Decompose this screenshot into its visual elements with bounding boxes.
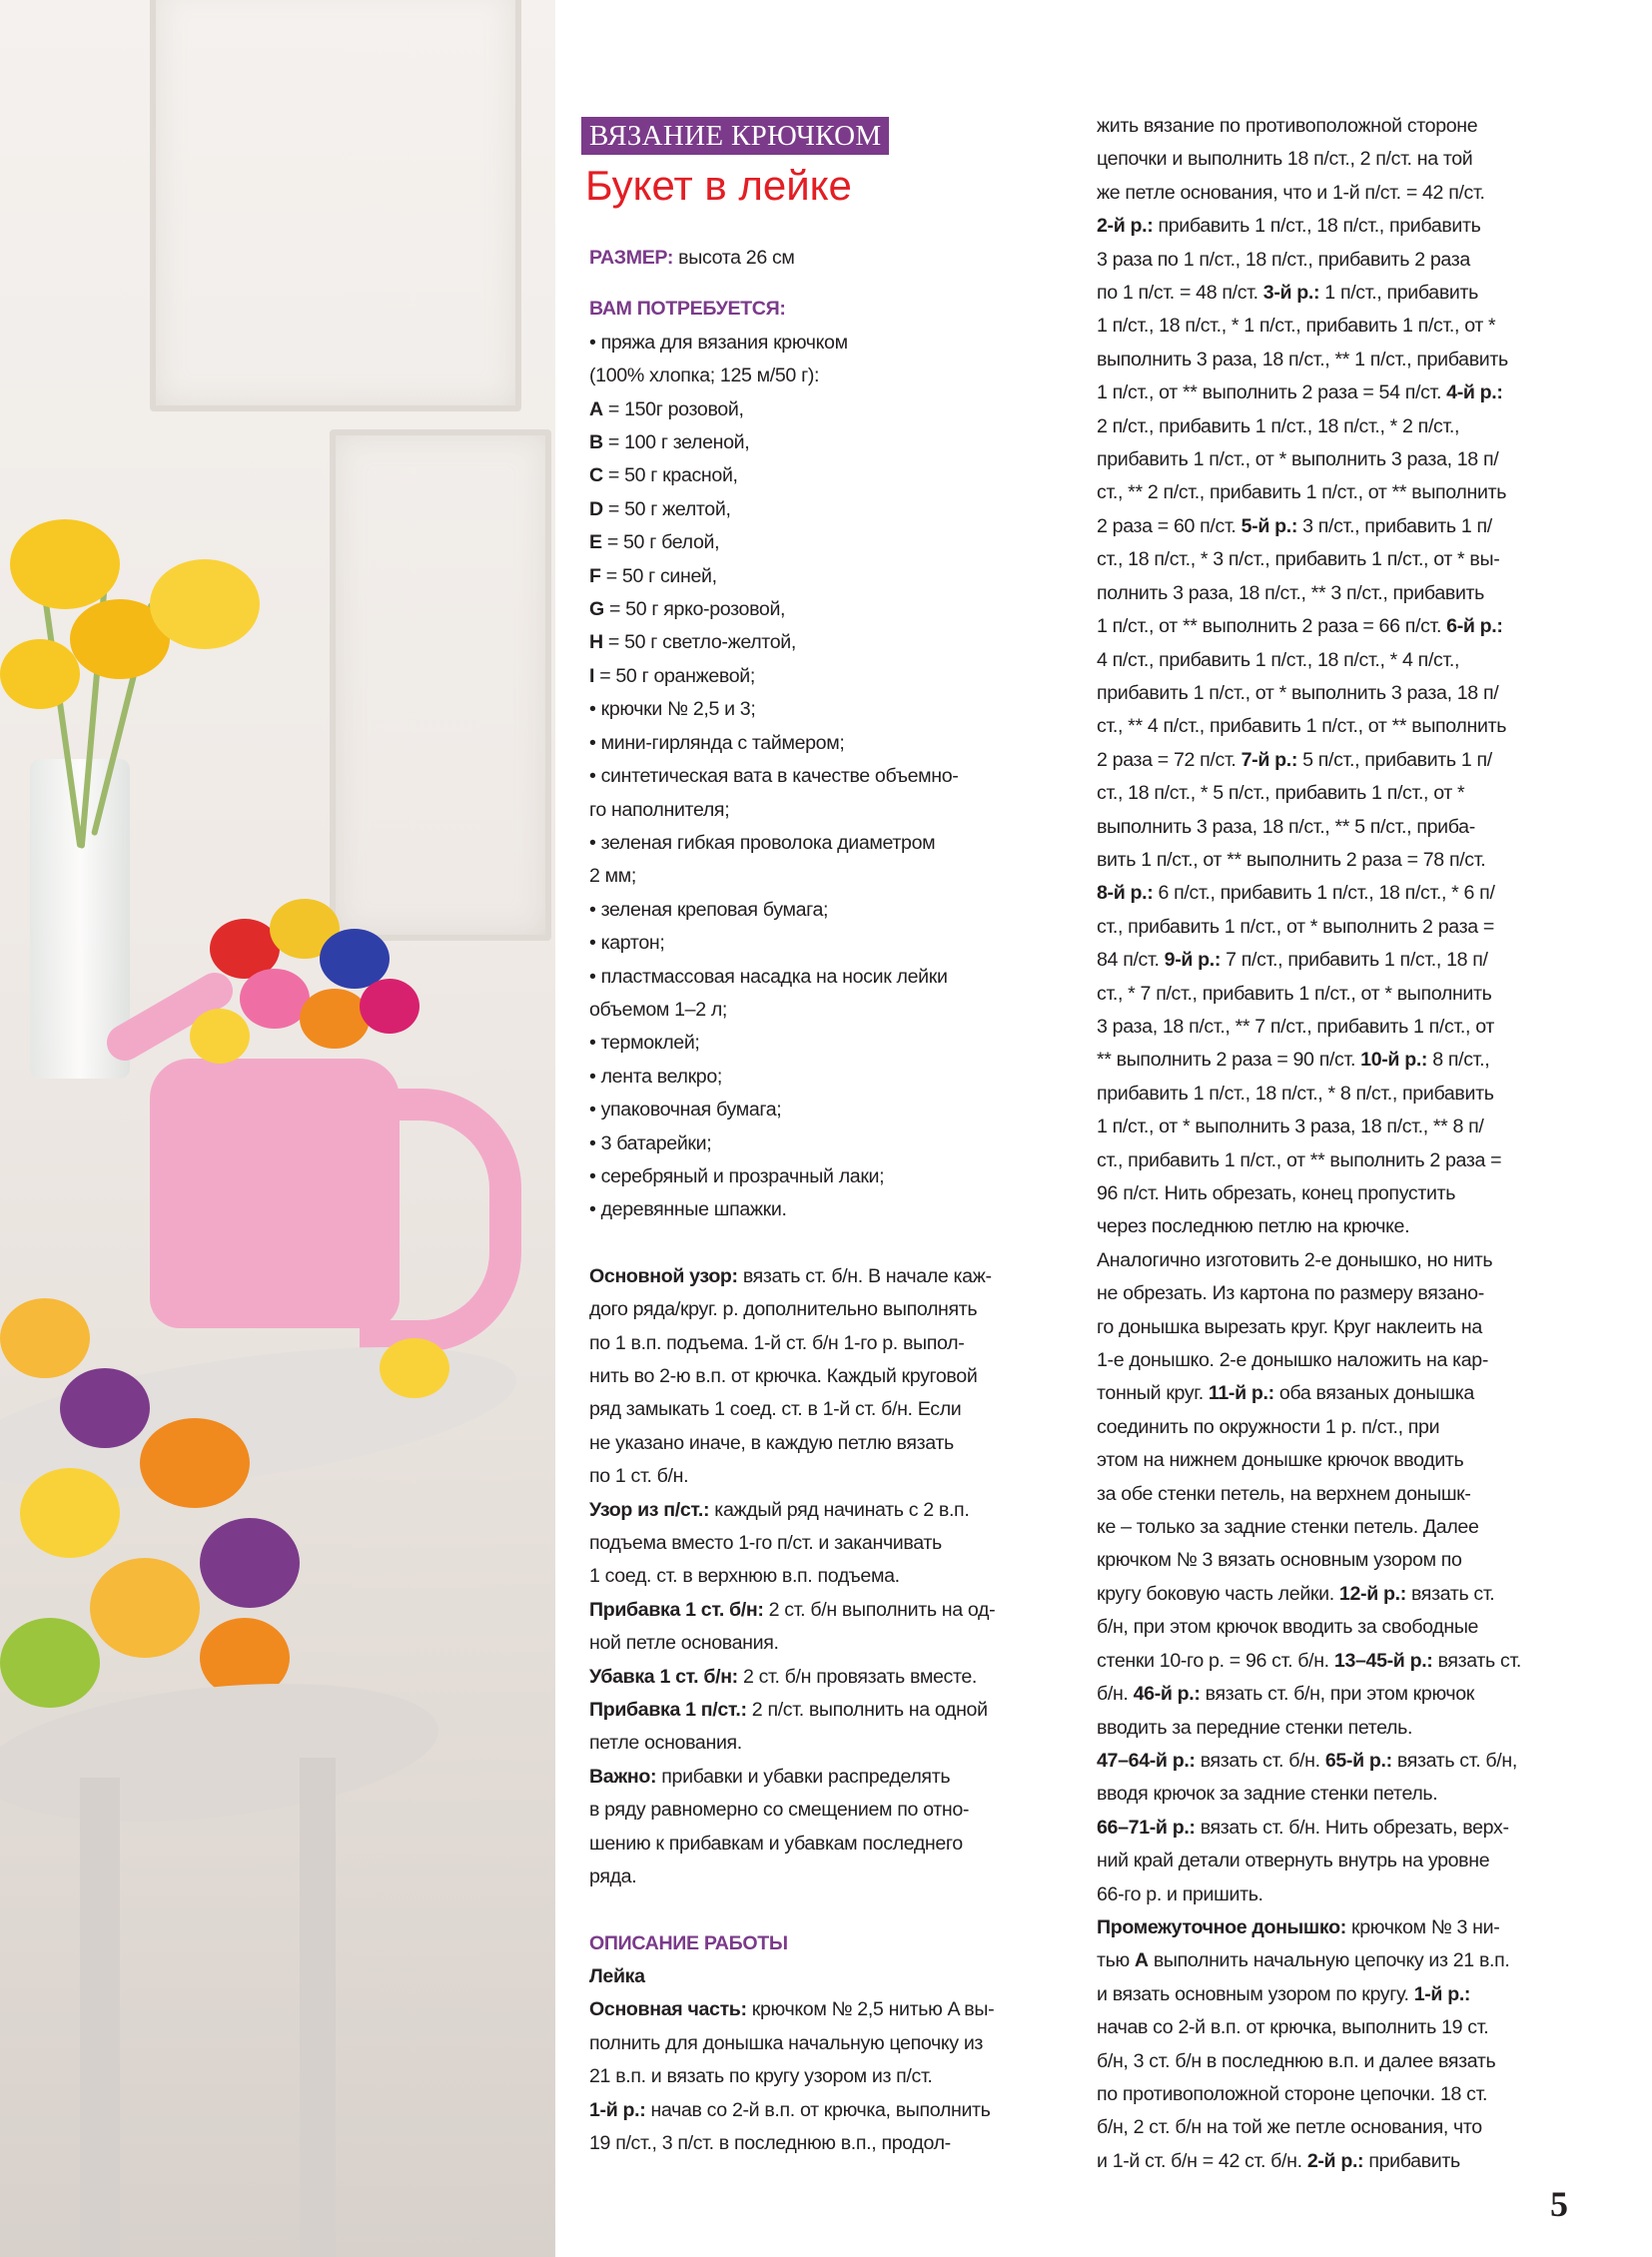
bold-term: 6-й р.: <box>1446 615 1503 638</box>
text-line <box>1097 1645 1606 1678</box>
bouquet-photo <box>0 0 555 2257</box>
text-line <box>1097 543 1606 576</box>
material-item: 2 мм; <box>589 865 636 888</box>
material-item: I = 50 г оранжевой; <box>589 664 755 687</box>
dc-pattern-label: Узор из п/ст.: <box>589 1498 710 1521</box>
table-runner-flower <box>0 1298 90 1378</box>
text-line <box>1097 344 1606 376</box>
bold-term: 12-й р.: <box>1338 1582 1406 1605</box>
text-segment: крючком № 3 вязать основным узором по <box>1097 1549 1462 1572</box>
text-line <box>1097 610 1606 643</box>
bold-term: 2-й р.: <box>1097 215 1154 238</box>
text-line <box>1097 1745 1606 1778</box>
material-item: • лента велкро; <box>589 1065 722 1088</box>
material-item: • картон; <box>589 932 665 955</box>
column-right <box>1097 110 1606 2178</box>
text-line <box>1097 1944 1606 1977</box>
bold-term: Промежуточное донышко: <box>1097 1915 1346 1938</box>
text-segment: через последнюю петлю на крючке. <box>1097 1215 1410 1238</box>
text-line <box>1097 110 1606 143</box>
text-line <box>1097 1344 1606 1377</box>
text-line <box>1097 2145 1606 2178</box>
text-segment: полнить 3 раза, 18 п/ст., ** 3 п/ст., прибавить <box>1097 581 1485 604</box>
text-segment: ст., 18 п/ст., * 5 п/ст., прибавить 1 п/ст., от * <box>1097 782 1465 805</box>
page-title: Букет в лейке <box>585 162 852 209</box>
materials-heading: ВАМ ПОТРЕБУЕТСЯ: <box>589 298 786 321</box>
bold-term: 65-й р.: <box>1324 1749 1392 1772</box>
main-part <box>589 1993 1064 2093</box>
material-item: E = 50 г белой, <box>589 531 720 554</box>
text-segment: вводя крючок за задние стенки петель. <box>1097 1783 1438 1806</box>
text-segment: ст., * 7 п/ст., прибавить 1 п/ст., от * выполнить <box>1097 982 1492 1005</box>
text-segment: ст., 18 п/ст., * 3 п/ст., прибавить 1 п/ст., от * вы- <box>1097 548 1500 571</box>
text-line: крючком № 2,5 нитью A вы- <box>746 1998 995 2021</box>
text-line: не указано иначе, в каждую петлю вязать <box>589 1431 954 1454</box>
inc-dc-label: Прибавка 1 п/ст.: <box>589 1699 747 1722</box>
text-line <box>1097 1111 1606 1143</box>
text-line <box>1097 2045 1606 2078</box>
table-runner-flower <box>200 1518 300 1608</box>
text-segment: выполнить 3 раза, 18 п/ст., ** 5 п/ст., приба- <box>1097 815 1475 838</box>
text-segment: го донышка вырезать круг. Круг наклеить на <box>1097 1315 1482 1338</box>
bold-term: 2-й р.: <box>1306 2149 1364 2172</box>
text-line <box>1097 877 1606 910</box>
text-line: по 1 ст. б/н. <box>589 1465 689 1488</box>
size-value: высота 26 см <box>673 247 795 269</box>
text-segment: 5 п/ст., прибавить 1 п/ <box>1297 748 1492 771</box>
important-note <box>589 1761 1064 1894</box>
inc-dc <box>589 1694 1064 1761</box>
text-segment: выполнить начальную цепочку из 21 в.п. <box>1148 1949 1510 1972</box>
text-line <box>1097 1911 1606 1944</box>
text-segment: 2 раза = 60 п/ст. <box>1097 514 1241 537</box>
text-line <box>1097 1044 1606 1077</box>
material-item: • термоклей; <box>589 1032 700 1055</box>
text-segment: ке – только за задние стенки петель. Далее <box>1097 1516 1479 1539</box>
page-number: 5 <box>1550 2184 1568 2224</box>
text-line <box>1097 1778 1606 1811</box>
text-line: ряд замыкать 1 соед. ст. в 1-й ст. б/н. Если <box>589 1398 962 1421</box>
size-label: РАЗМЕР: <box>589 247 674 269</box>
text-line <box>1097 1144 1606 1177</box>
table-runner-flower <box>0 1618 100 1708</box>
dc-pattern <box>589 1494 1064 1594</box>
text-segment: 2 п/ст., прибавить 1 п/ст., 18 п/ст., * 2 п/ст., <box>1097 414 1460 437</box>
bold-term: 9-й р.: <box>1164 949 1222 972</box>
material-item: • серебряный и прозрачный лаки; <box>589 1164 885 1187</box>
text-line: нить во 2-ю в.п. от крючка. Каждый круговой <box>589 1365 978 1387</box>
text-segment: прибавить 1 п/ст., 18 п/ст., прибавить <box>1153 215 1481 238</box>
text-segment: 7 п/ст., прибавить 1 п/ст., 18 п/ <box>1221 949 1488 972</box>
table-runner-flower <box>20 1468 120 1558</box>
text-line <box>1097 1444 1606 1477</box>
text-segment: 3 п/ст., прибавить 1 п/ <box>1297 514 1492 537</box>
bold-term: 5-й р.: <box>1240 514 1298 537</box>
text-line <box>1097 1311 1606 1344</box>
text-segment: же петле основания, что и 1-й п/ст. = 42 п/ст. <box>1097 181 1485 204</box>
door-panel <box>150 0 521 411</box>
text-segment: тью <box>1097 1949 1135 1972</box>
text-segment: 1 п/ст., от * выполнить 3 раза, 18 п/ст., ** 8 п/ <box>1097 1116 1484 1138</box>
material-item: B = 100 г зеленой, <box>589 431 750 454</box>
material-item: • пластмассовая насадка на носик лейки <box>589 965 948 988</box>
text-line: петле основания. <box>589 1732 742 1755</box>
text-line <box>1097 944 1606 977</box>
text-segment: 3 раза, 18 п/ст., ** 7 п/ст., прибавить 1 п/ст., от <box>1097 1015 1494 1038</box>
main-part-label: Основная часть: <box>589 1998 747 2021</box>
daffodil <box>0 639 80 709</box>
text-segment: ст., ** 4 п/ст., прибавить 1 п/ст., от ** выполнить <box>1097 715 1507 738</box>
text-segment: вязать ст. б/н. Нить обрезать, верх- <box>1195 1816 1509 1839</box>
text-line <box>1097 1511 1606 1544</box>
text-line <box>1097 710 1606 743</box>
bold-term: 11-й р.: <box>1208 1382 1274 1405</box>
text-segment: 96 п/ст. Нить обрезать, конец пропустить <box>1097 1182 1456 1204</box>
text-line <box>1097 1377 1606 1410</box>
text-line: 1 соед. ст. в верхнюю в.п. подъема. <box>589 1565 900 1588</box>
text-line <box>1097 2011 1606 2044</box>
work-heading: ОПИСАНИЕ РАБОТЫ <box>589 1931 788 1954</box>
text-line <box>1097 978 1606 1011</box>
crochet-flower <box>360 979 419 1034</box>
material-item: G = 50 г ярко-розовой, <box>589 598 786 621</box>
text-segment: ст., ** 2 п/ст., прибавить 1 п/ст., от ** выполнить <box>1097 481 1507 504</box>
text-line <box>1097 1011 1606 1044</box>
dec-sc <box>589 1661 1064 1694</box>
inc-sc-label: Прибавка 1 ст. б/н: <box>589 1598 764 1621</box>
material-item: H = 50 г светло-желтой, <box>589 631 796 654</box>
text-line <box>1097 510 1606 543</box>
text-segment: прибавить 1 п/ст., от * выполнить 3 раза, 18 п/ <box>1097 681 1499 704</box>
text-line: начав со 2-й в.п. от крючка, выполнить <box>645 2098 991 2121</box>
material-item: • синтетическая вата в качестве объемно- <box>589 765 959 788</box>
text-segment: не обрезать. Из картона по размеру вязано- <box>1097 1282 1484 1305</box>
text-line: 21 в.п. и вязать по кругу узором из п/ст. <box>589 2065 933 2088</box>
text-line: по 1 в.п. подъема. 1-й ст. б/н 1-го р. выпол- <box>589 1331 965 1354</box>
paragraph-text <box>589 2099 991 2154</box>
text-line <box>1097 277 1606 310</box>
text-segment: прибавить 1 п/ст., от * выполнить 3 раза, 18 п/ <box>1097 448 1499 471</box>
text-segment: вязать ст. б/н, <box>1391 1749 1517 1772</box>
text-segment: ** выполнить 2 раза = 90 п/ст. <box>1097 1049 1361 1072</box>
material-item: (100% хлопка; 125 м/50 г): <box>589 365 820 387</box>
text-segment: б/н, при этом крючок вводить за свободные <box>1097 1616 1479 1639</box>
bold-term: 13–45-й р.: <box>1333 1649 1433 1672</box>
text-segment: вводить за передние стенки петель. <box>1097 1716 1413 1739</box>
text-line <box>1097 476 1606 509</box>
text-line <box>1097 1812 1606 1845</box>
text-segment: кругу боковую часть лейки. <box>1097 1582 1339 1605</box>
work-subheading-text: Лейка <box>589 1964 645 1987</box>
text-segment: прибавить <box>1363 2149 1460 2172</box>
text-segment: этом на нижнем донышке крючок вводить <box>1097 1449 1464 1472</box>
material-item: F = 50 г синей, <box>589 564 717 587</box>
text-segment: жить вязание по противоположной стороне <box>1097 115 1478 137</box>
text-line <box>1097 1478 1606 1511</box>
text-line <box>1097 1177 1606 1210</box>
row-1 <box>589 2094 1064 2161</box>
text-segment: 2 раза = 72 п/ст. <box>1097 748 1241 771</box>
basic-pattern-label: Основной узор: <box>589 1264 738 1287</box>
material-item: го наполнителя; <box>589 798 730 821</box>
material-item: • крючки № 2,5 и 3; <box>589 698 756 721</box>
text-line: в ряду равномерно со смещением по отно- <box>589 1799 970 1822</box>
text-line <box>1097 1678 1606 1711</box>
text-segment: 1-е донышко. 2-е донышко наложить на кар- <box>1097 1349 1489 1372</box>
row-1-label: 1-й р.: <box>589 2098 646 2121</box>
table-leg <box>80 1778 120 2257</box>
text-segment: 1 п/ст., от ** выполнить 2 раза = 54 п/ст. <box>1097 381 1447 404</box>
paragraph-text <box>589 1265 992 1487</box>
bold-term: 7-й р.: <box>1240 748 1298 771</box>
bold-term: 47–64-й р.: <box>1097 1749 1196 1772</box>
text-segment: б/н, 3 ст. б/н в последнюю в.п. и далее вязать <box>1097 2049 1496 2072</box>
text-segment: и вязать основным узором по кругу. <box>1097 1982 1414 2005</box>
text-line <box>1097 1978 1606 2011</box>
table-runner-flower <box>60 1368 150 1448</box>
material-item: A = 150г розовой, <box>589 397 744 420</box>
text-segment: вить 1 п/ст., от ** выполнить 2 раза = 78 п/ст. <box>1097 848 1486 871</box>
bold-term: 46-й р.: <box>1133 1683 1201 1706</box>
text-line: 19 п/ст., 3 п/ст. в последнюю в.п., продол- <box>589 2131 951 2154</box>
material-item: C = 50 г красной, <box>589 464 738 487</box>
text-segment: цепочки и выполнить 18 п/ст., 2 п/ст. на той <box>1097 148 1473 171</box>
text-line <box>1097 844 1606 877</box>
text-segment: 1 п/ст., 18 п/ст., * 1 п/ст., прибавить 1 п/ст., от * <box>1097 315 1496 338</box>
text-segment: по 1 п/ст. = 48 п/ст. <box>1097 282 1263 305</box>
materials-list <box>589 327 1064 1227</box>
bold-term: 4-й р.: <box>1446 381 1503 404</box>
text-line <box>1097 376 1606 409</box>
bold-term: A <box>1134 1949 1149 1972</box>
material-item: • мини-гирлянда с таймером; <box>589 731 845 754</box>
text-segment: прибавить 1 п/ст., 18 п/ст., * 8 п/ст., прибавить <box>1097 1082 1494 1105</box>
text-segment: оба вязаных донышка <box>1273 1382 1474 1405</box>
watering-can-handle <box>360 1089 521 1352</box>
text-line: каждый ряд начинать с 2 в.п. <box>709 1498 970 1521</box>
work-subheading <box>589 1960 1064 1993</box>
text-segment: выполнить 3 раза, 18 п/ст., ** 1 п/ст., прибавить <box>1097 348 1508 371</box>
text-line: 2 ст. б/н выполнить на од- <box>763 1598 996 1621</box>
dec-sc-label: Убавка 1 ст. б/н: <box>589 1665 738 1688</box>
column-left <box>589 242 1064 2160</box>
text-segment: 1 п/ст., прибавить <box>1319 282 1478 305</box>
text-line <box>1097 177 1606 210</box>
daffodil <box>10 519 120 609</box>
dec-sc-text: 2 ст. б/н провязать вместе. <box>737 1665 977 1688</box>
text-line <box>1097 2111 1606 2144</box>
material-item: • пряжа для вязания крючком <box>589 331 848 354</box>
daffodil <box>150 559 260 649</box>
table-runner-flower <box>140 1418 250 1508</box>
text-segment: вязать ст. б/н, при этом крючок <box>1200 1683 1474 1706</box>
text-line <box>1097 244 1606 277</box>
material-item: • деревянные шпажки. <box>589 1198 787 1221</box>
text-line <box>1097 1578 1606 1611</box>
bold-term: 1-й р.: <box>1413 1982 1471 2005</box>
text-line <box>1097 1879 1606 1911</box>
material-item: объемом 1–2 л; <box>589 998 728 1021</box>
table-leg <box>300 1758 336 2257</box>
material-item: • зеленая гибкая проволока диаметром <box>589 831 936 854</box>
material-item: • зеленая креповая бумага; <box>589 898 829 921</box>
text-segment: ст., прибавить 1 п/ст., от * выполнить 2 раза = <box>1097 915 1494 938</box>
size-line <box>589 242 1064 275</box>
text-line: 2 п/ст. выполнить на одной <box>746 1699 988 1722</box>
text-segment: ний край детали отвернуть внутрь на уровне <box>1097 1850 1490 1873</box>
material-item: D = 50 г желтой, <box>589 497 731 520</box>
text-segment: крючком № 3 ни- <box>1345 1915 1500 1938</box>
text-segment: по противоположной стороне цепочки. 18 ст. <box>1097 2082 1488 2105</box>
text-line <box>1097 577 1606 610</box>
section-tag: ВЯЗАНИЕ КРЮЧКОМ <box>581 117 889 155</box>
text-line <box>1097 410 1606 443</box>
text-segment: 84 п/ст. <box>1097 949 1165 972</box>
text-line <box>1097 2078 1606 2111</box>
table-runner-flower <box>380 1338 449 1398</box>
text-line <box>1097 1544 1606 1577</box>
basic-pattern <box>589 1260 1064 1494</box>
text-line <box>1097 1210 1606 1243</box>
text-segment: 3 раза по 1 п/ст., 18 п/ст., прибавить 2 раза <box>1097 248 1470 271</box>
text-line <box>1097 1611 1606 1644</box>
text-line <box>1097 677 1606 710</box>
text-line <box>1097 777 1606 810</box>
bold-term: 3-й р.: <box>1262 282 1320 305</box>
text-line: полнить для донышка начальную цепочку из <box>589 2031 984 2054</box>
bold-term: 66–71-й р.: <box>1097 1816 1196 1839</box>
text-line <box>1097 911 1606 944</box>
text-segment: за обе стенки петель, на верхнем донышк- <box>1097 1482 1471 1505</box>
text-segment: 4 п/ст., прибавить 1 п/ст., 18 п/ст., * 4 п/ст., <box>1097 648 1460 671</box>
crochet-flower <box>300 989 370 1049</box>
text-line: вязать ст. б/н. В начале каж- <box>737 1264 992 1287</box>
door-panel <box>330 429 551 941</box>
important-label: Важно: <box>589 1765 657 1788</box>
text-line: прибавки и убавки распределять <box>656 1765 951 1788</box>
text-line: дого ряда/круг. р. дополнительно выполнять <box>589 1298 978 1321</box>
table-runner-flower <box>90 1558 200 1658</box>
text-line <box>1097 310 1606 343</box>
text-segment: и 1-й ст. б/н = 42 ст. б/н. <box>1097 2149 1307 2172</box>
text-segment: вязать ст. <box>1432 1649 1521 1672</box>
text-segment: соединить по окружности 1 р. п/ст., при <box>1097 1415 1440 1438</box>
text-line: ной петле основания. <box>589 1632 779 1655</box>
text-line <box>1097 1712 1606 1745</box>
text-line: ряда. <box>589 1866 637 1888</box>
text-segment: вязать ст. <box>1405 1582 1495 1605</box>
bold-term: 8-й р.: <box>1097 882 1154 905</box>
text-line <box>1097 1078 1606 1111</box>
text-segment: 8 п/ст., <box>1427 1049 1490 1072</box>
bold-term: 10-й р.: <box>1360 1049 1428 1072</box>
text-segment: Аналогично изготовить 2-е донышко, но нить <box>1097 1248 1493 1271</box>
text-line <box>1097 811 1606 844</box>
text-segment: 6 п/ст., прибавить 1 п/ст., 18 п/ст., * 6 п/ <box>1153 882 1495 905</box>
text-line <box>1097 1411 1606 1444</box>
text-line: подъема вместо 1-го п/ст. и заканчивать <box>589 1532 942 1555</box>
material-item: • упаковочная бумага; <box>589 1099 782 1122</box>
text-line <box>1097 744 1606 777</box>
text-segment: стенки 10-го р. = 96 ст. б/н. <box>1097 1649 1334 1672</box>
text-line: шению к прибавкам и убавкам последнего <box>589 1832 963 1855</box>
text-line <box>1097 210 1606 243</box>
text-line <box>1097 644 1606 677</box>
text-segment: 1 п/ст., от ** выполнить 2 раза = 66 п/ст. <box>1097 615 1447 638</box>
text-line <box>1097 1277 1606 1310</box>
crochet-flower <box>190 1009 250 1064</box>
text-segment: начав со 2-й в.п. от крючка, выполнить 19 ст. <box>1097 2016 1489 2039</box>
text-line <box>1097 443 1606 476</box>
text-segment: б/н. <box>1097 1683 1134 1706</box>
text-segment: ст., прибавить 1 п/ст., от ** выполнить 2 раза = <box>1097 1148 1502 1171</box>
text-segment: тонный круг. <box>1097 1382 1209 1405</box>
inc-sc <box>589 1594 1064 1661</box>
material-item: • 3 батарейки; <box>589 1131 712 1154</box>
text-segment: вязать ст. б/н. <box>1195 1749 1325 1772</box>
text-line <box>1097 143 1606 176</box>
text-line <box>1097 1845 1606 1878</box>
text-line <box>1097 1244 1606 1277</box>
text-segment: 66-го р. и пришить. <box>1097 1882 1263 1905</box>
text-segment: б/н, 2 ст. б/н на той же петле основания, что <box>1097 2116 1482 2139</box>
